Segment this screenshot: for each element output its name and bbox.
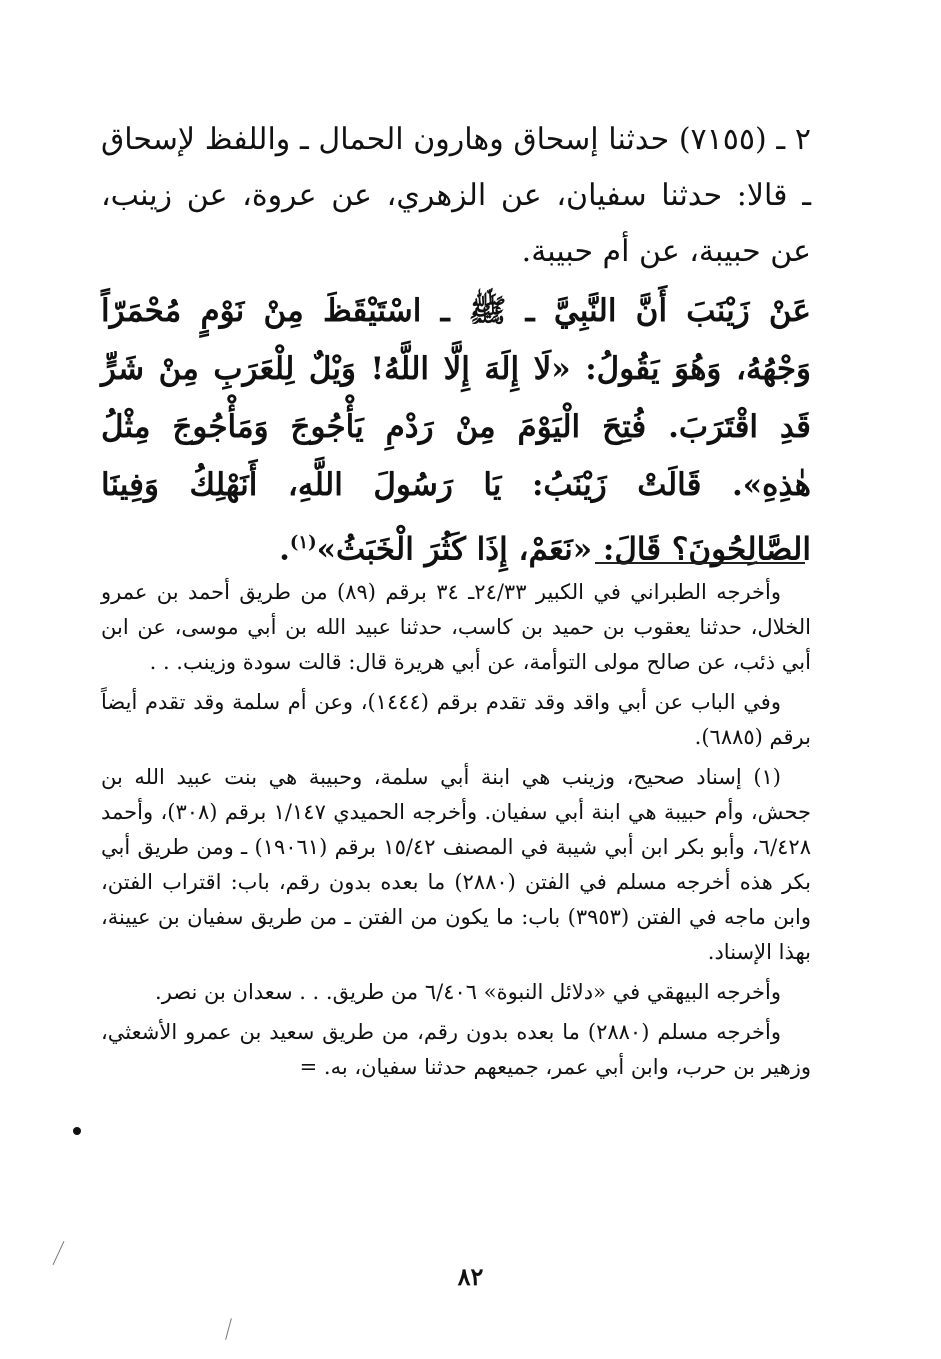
matn-quote-answer: «نَعَمْ، إِذَا كَثُرَ الْخَبَثُ» bbox=[316, 531, 593, 568]
ink-speck bbox=[73, 1127, 81, 1135]
paper-scratch bbox=[225, 1318, 232, 1340]
hadith-matn bbox=[101, 282, 811, 578]
note-bab: وفي الباب عن أبي واقد وقد تقدم برقم (١٤٤٤)، وعن أم سلمة وقد تقدم أيضاً برقم (٦٨٨٥). bbox=[101, 690, 811, 749]
page-number: ٨٢ bbox=[457, 1262, 484, 1291]
footnote-marker: (١) bbox=[289, 532, 317, 553]
note-isnad-sahih: (١) إسناد صحيح، وزينب هي ابنة أبي سلمة، وحبيبة هي بنت عبيد الله بن جحش، وأم حبيبة هي ابنة أبي سفيان. وأخرجه الحميدي ١/١٤٧ برقم (٣٠٨)، وأحمد ٦/٤٢٨، وأبو بكر ابن أبي شيبة في المصنف ١٥/٤٢ برقم (١٩٠٦١) ـ ومن طريق أبي بكر هذه أخرجه مسلم في الفتن (٢٨٨٠) ما بعده بدون رقم، باب: اقتراب الفتن، وابن ماجه في الفتن (٣٩٥٣) باب: ما يكون من الفتن ـ من طريق سفيان بن عيينة، بهذا الإسناد. bbox=[101, 765, 812, 964]
matn-end: . bbox=[279, 531, 290, 568]
matn-quote-prophet: «لَا إِلَهَ إِلَّا اللَّهُ! وَيْلٌ لِلْعَرَبِ مِنْ شَرٍّ قَدِ اقْتَرَبَ. فُتِحَ الْيَوْمَ مِنْ رَدْمِ يَأْجُوجَ وَمَأْجُوجَ مِثْلُ هٰذِهِ». bbox=[101, 351, 812, 503]
footnote-separator bbox=[595, 562, 805, 564]
footnotes bbox=[101, 575, 811, 1090]
matn-middle: قَالَتْ زَيْنَبُ: يَا رَسُولَ اللَّهِ، أَنَهْلِكُ وَفِينَا الصَّالِحُونَ؟ قَالَ: bbox=[101, 467, 811, 568]
matn-intro: عَنْ زَيْنَبَ أَنَّ النَّبِيَّ ـ ﷺ ـ اسْتَيْقَظَ مِنْ نَوْمٍ مُحْمَرّاً وَجْهُهُ، وَهُوَ يَقُولُ: bbox=[101, 293, 811, 387]
note-muslim: وأخرجه مسلم (٢٨٨٠) ما بعده بدون رقم، من طريق سعيد بن عمرو الأشعثي، وزهير بن حرب، وابن أبي عمر، جميعهم حدثنا سفيان، به. = bbox=[101, 1020, 811, 1079]
note-tabarani: وأخرجه الطبراني في الكبير ٢٤/٣٣ـ ٣٤ برقم (٨٩) من طريق أحمد بن عمرو الخلال، حدثنا يعقوب بن حميد بن كاسب، حدثنا عبيد الله بن أبي موسى، عن ابن أبي ذئب، عن صالح مولى التوأمة، عن أبي هريرة قال: قالت سودة وزينب. . . bbox=[101, 580, 811, 674]
hadith-isnad: ٢ ـ (٧١٥٥) حدثنا إسحاق وهارون الحمال ـ واللفظ لإسحاق ـ قالا: حدثنا سفيان، عن الزهري، عن عروة، عن زينب، عن حبيبة، عن أم حبيبة. bbox=[101, 122, 811, 269]
note-bayhaqi: وأخرجه البيهقي في «دلائل النبوة» ٦/٤٠٦ من طريق. . . سعدان بن نصر. bbox=[155, 980, 781, 1004]
